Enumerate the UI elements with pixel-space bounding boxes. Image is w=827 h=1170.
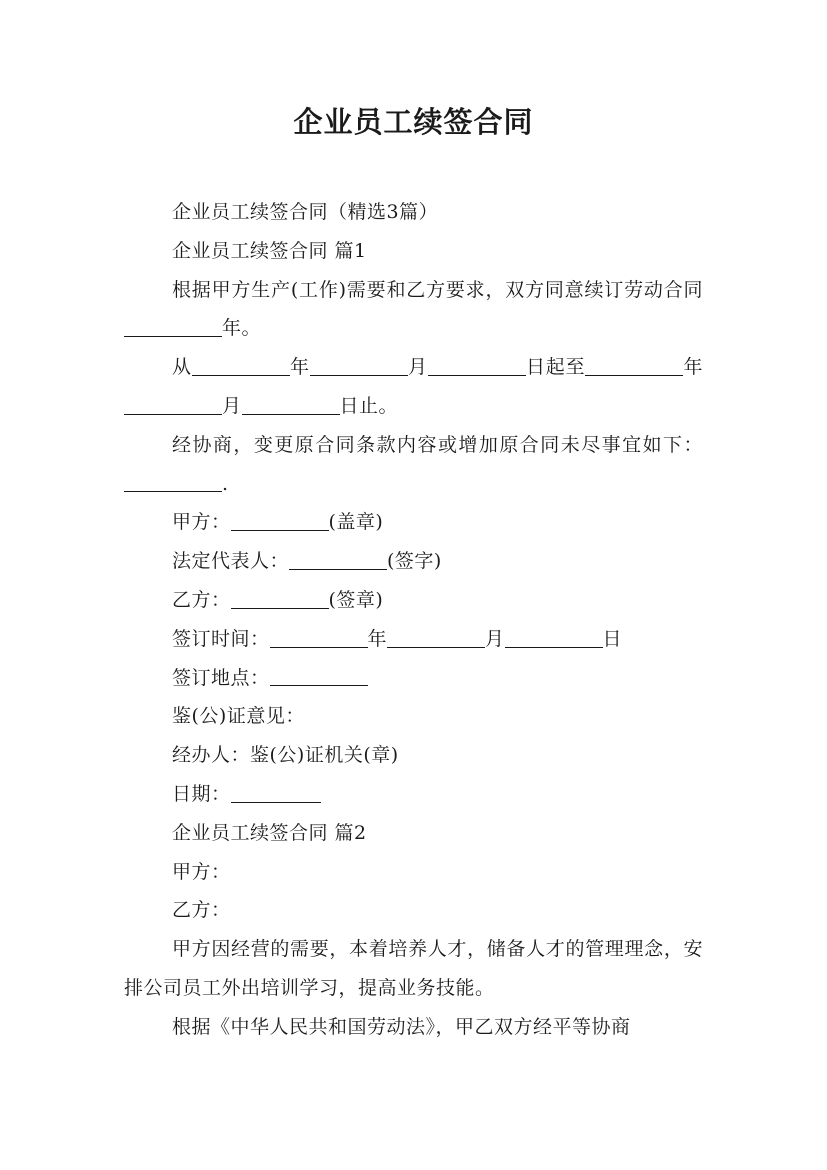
amendment-text: 经协商，变更原合同条款内容或增加原合同未尽事宜如下： <box>172 433 703 456</box>
labor-law-paragraph: 根据《中华人民共和国劳动法》，甲乙双方经平等协商 <box>172 1015 631 1038</box>
legal-rep-blank <box>289 549 387 570</box>
section2-heading: 企业员工续签合同 篇2 <box>172 821 367 844</box>
sign-day-label: 日 <box>602 627 623 650</box>
document-body <box>124 193 703 1047</box>
section2-party-a: 甲方： <box>172 860 231 883</box>
party-a-blank <box>231 510 329 531</box>
legal-rep-label: 法定代表人： <box>172 550 290 573</box>
renewal-term-text: 根据甲方生产(工作)需要和乙方要求，双方同意续订劳动合同 <box>172 278 703 301</box>
date-line <box>124 775 703 814</box>
sign-place-blank <box>270 665 368 686</box>
sign-year-label: 年 <box>367 627 388 650</box>
start-month-blank <box>310 355 408 376</box>
amendment-paragraph <box>124 426 703 504</box>
sign-day-blank <box>505 627 603 648</box>
sign-time-line <box>124 620 703 659</box>
day-to-label: 日起至 <box>525 356 586 379</box>
party-b-blank <box>231 588 329 609</box>
sign-year-blank <box>270 627 368 648</box>
date-range-paragraph <box>124 348 703 426</box>
training-paragraph: 甲方因经营的需要，本着培养人才，储备人才的管理理念，安排公司员工外出培训学习，提高业务技能。 <box>124 938 703 999</box>
party-b-line <box>124 581 703 620</box>
end-day-blank <box>242 394 340 415</box>
date-label: 日期： <box>172 782 231 805</box>
date-blank <box>231 782 321 803</box>
start-year-label: 年 <box>289 356 310 379</box>
start-month-label: 月 <box>407 356 428 379</box>
handler-line: 经办人：鉴(公)证机关(章) <box>172 744 399 767</box>
party-a-label: 甲方： <box>172 511 231 534</box>
end-year-label: 年 <box>683 356 703 379</box>
sign-place-line <box>124 659 703 698</box>
start-year-blank <box>192 355 290 376</box>
notary-opinion-line: 鉴(公)证意见： <box>172 705 305 728</box>
section1-heading: 企业员工续签合同 篇1 <box>172 239 367 262</box>
date-from-label: 从 <box>172 356 192 379</box>
legal-rep-line <box>124 542 703 581</box>
amendment-blank <box>124 471 222 492</box>
party-a-line <box>124 503 703 542</box>
legal-rep-sign: (签字) <box>387 550 442 573</box>
sign-time-label: 签订时间： <box>172 627 270 650</box>
section2-party-b: 乙方： <box>172 899 231 922</box>
amendment-suffix: . <box>222 472 229 495</box>
end-year-blank-a <box>585 355 683 376</box>
end-month-label: 月 <box>222 394 242 417</box>
sign-place-label: 签订地点： <box>172 666 270 689</box>
renewal-term-paragraph <box>124 271 703 349</box>
party-b-seal: (签章) <box>328 588 384 611</box>
document-title: 企业员工续签合同 <box>293 105 534 139</box>
start-day-blank <box>428 355 526 376</box>
intro-line: 企业员工续签合同（精选3篇） <box>172 201 439 223</box>
sign-month-blank <box>387 627 485 648</box>
party-b-label: 乙方： <box>172 588 231 611</box>
renewal-term-suffix: 年。 <box>222 317 262 340</box>
party-a-seal: (盖章) <box>328 511 384 534</box>
end-day-label: 日止。 <box>339 394 399 417</box>
end-month-blank <box>124 394 222 415</box>
term-years-blank <box>124 316 222 337</box>
sign-month-label: 月 <box>485 627 505 650</box>
